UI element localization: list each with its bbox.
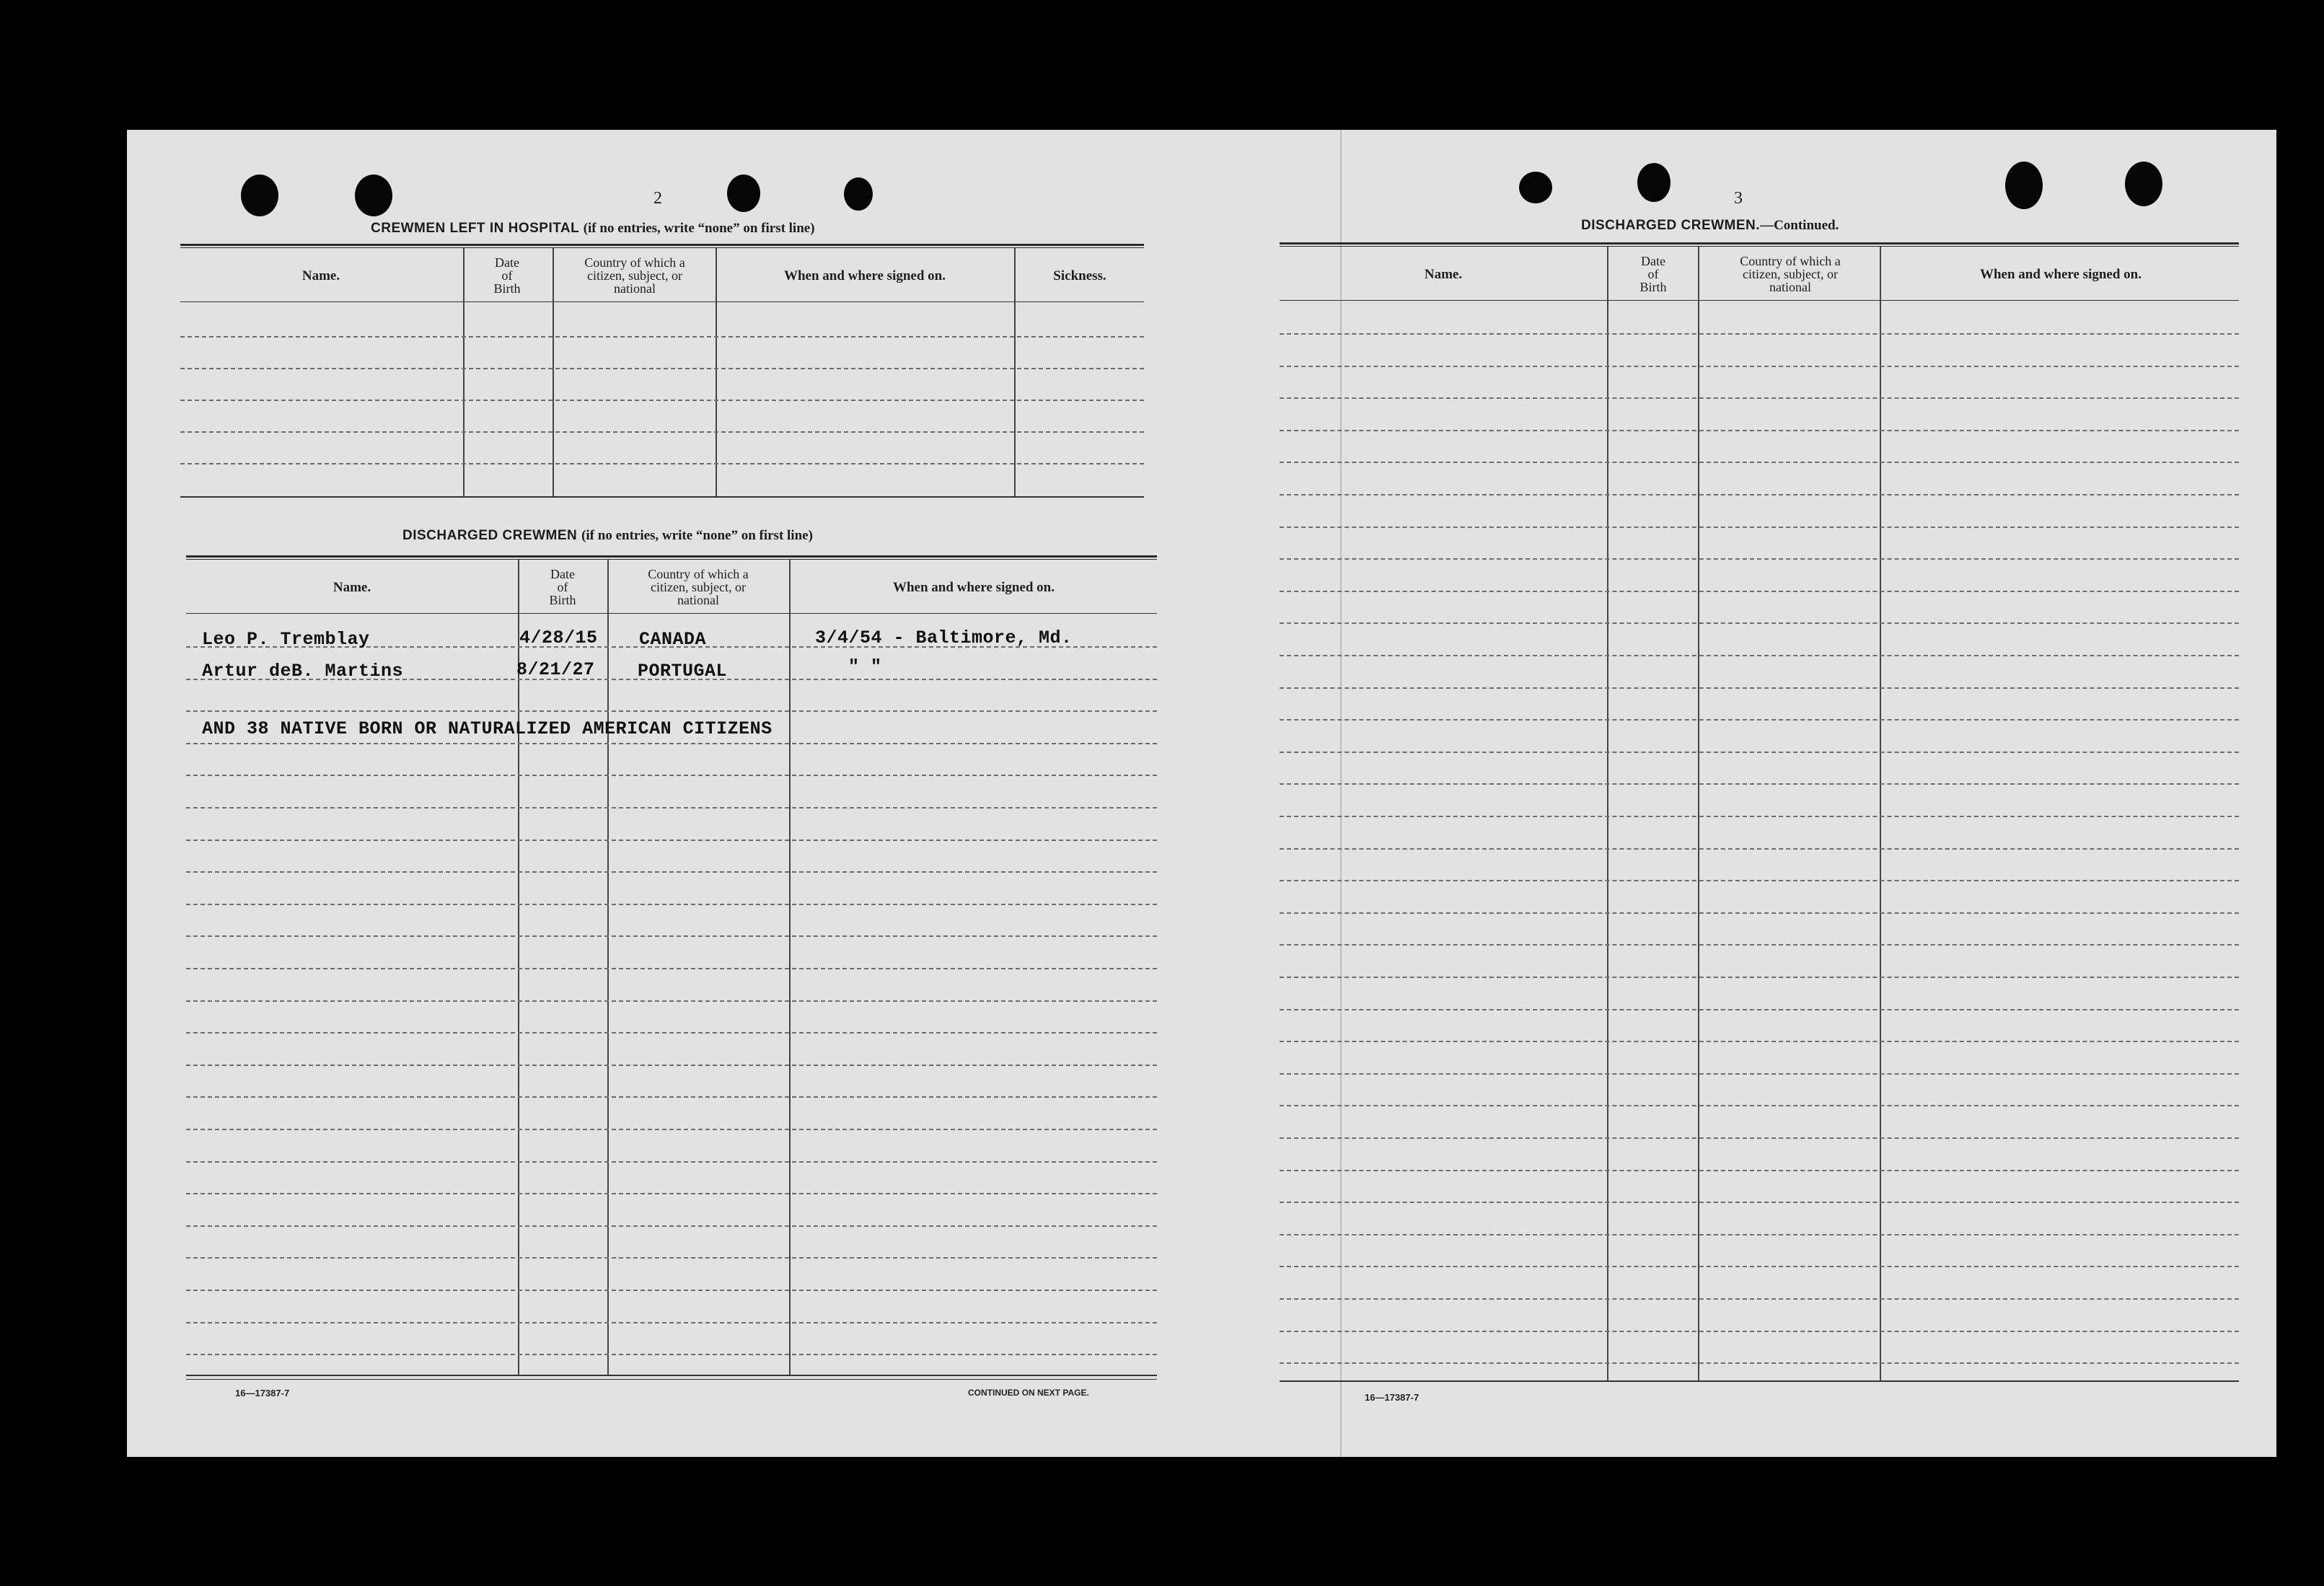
table-row bbox=[1280, 591, 2239, 592]
table-row bbox=[186, 904, 1157, 905]
table-row bbox=[1280, 1073, 2239, 1075]
hospital-table bbox=[180, 244, 1144, 501]
header-country: Country of which a citizen, subject, or national bbox=[584, 255, 685, 296]
column-divider bbox=[1698, 247, 1699, 1380]
header-bottom-rule bbox=[186, 613, 1157, 614]
table-row bbox=[1280, 1137, 2239, 1139]
table-row bbox=[1280, 977, 2239, 978]
column-divider bbox=[553, 248, 554, 498]
table-row bbox=[180, 463, 1144, 464]
section-instruction: (if no entries, write “none” on first line) bbox=[581, 528, 813, 543]
table-row bbox=[1280, 366, 2239, 367]
table-row bbox=[186, 710, 1157, 712]
entry-signed-on: " " bbox=[848, 656, 882, 677]
column-divider bbox=[1014, 248, 1016, 498]
table-top-rule bbox=[1280, 242, 2239, 244]
table-row bbox=[1280, 494, 2239, 495]
column-divider bbox=[789, 560, 791, 1375]
table-row bbox=[1280, 944, 2239, 946]
table-row bbox=[1280, 397, 2239, 399]
table-row bbox=[1280, 527, 2239, 528]
table-top-rule bbox=[180, 244, 1144, 246]
table-top-rule bbox=[1280, 246, 2239, 247]
table-bottom-rule bbox=[1280, 1380, 2239, 1382]
table-row bbox=[186, 1354, 1157, 1355]
table-row bbox=[186, 840, 1157, 841]
table-row bbox=[186, 1161, 1157, 1163]
table-row bbox=[186, 807, 1157, 809]
header-name: Name. bbox=[1424, 266, 1463, 282]
table-row bbox=[186, 968, 1157, 969]
table-row bbox=[1280, 462, 2239, 463]
header-signed-on: When and where signed on. bbox=[783, 268, 946, 283]
header-country: Country of which a citizen, subject, or national bbox=[648, 567, 749, 607]
continued-note: CONTINUED ON NEXT PAGE. bbox=[968, 1388, 1089, 1398]
right-page bbox=[1342, 130, 2276, 1457]
column-divider bbox=[463, 248, 465, 498]
table-row bbox=[180, 336, 1144, 338]
table-row bbox=[186, 1129, 1157, 1130]
page-number: 3 bbox=[1734, 189, 1743, 208]
entry-signed-on: 3/4/54 - Baltimore, Md. bbox=[815, 627, 1073, 648]
table-top-rule bbox=[180, 247, 1144, 248]
header-date-of-birth: Date of Birth bbox=[1639, 254, 1667, 294]
table-row bbox=[186, 1096, 1157, 1098]
table-row bbox=[1280, 687, 2239, 689]
table-row bbox=[1280, 912, 2239, 914]
section-title-text: CREWMEN LEFT IN HOSPITAL bbox=[371, 221, 579, 236]
table-row bbox=[186, 871, 1157, 873]
table-row bbox=[1280, 430, 2239, 431]
table-row bbox=[1280, 880, 2239, 881]
table-row bbox=[186, 1065, 1157, 1066]
table-top-rule bbox=[186, 555, 1157, 558]
header-signed-on: When and where signed on. bbox=[1979, 266, 2142, 282]
section-title-text: DISCHARGED CREWMEN. bbox=[1581, 218, 1761, 233]
column-divider bbox=[1607, 247, 1608, 1380]
discharged-continued-title bbox=[1581, 218, 1839, 234]
table-row bbox=[1280, 1170, 2239, 1171]
entry-name: Artur deB. Martins bbox=[202, 661, 404, 682]
document-sheet bbox=[127, 130, 2276, 1457]
table-row bbox=[1280, 333, 2239, 335]
table-row bbox=[180, 400, 1144, 401]
table-row bbox=[1280, 719, 2239, 721]
column-divider bbox=[607, 560, 609, 1375]
table-row bbox=[1280, 752, 2239, 753]
table-row bbox=[186, 1032, 1157, 1034]
table-bottom-rule bbox=[180, 496, 1144, 498]
table-row bbox=[186, 1225, 1157, 1227]
table-row bbox=[1280, 783, 2239, 785]
header-name: Name. bbox=[301, 268, 340, 283]
table-row bbox=[1280, 622, 2239, 624]
header-bottom-rule bbox=[180, 301, 1144, 302]
entry-dob: 4/28/15 bbox=[519, 627, 598, 648]
header-bottom-rule bbox=[1280, 300, 2239, 301]
entry-country: CANADA bbox=[639, 629, 707, 650]
entry-country: PORTUGAL bbox=[638, 661, 728, 682]
table-row bbox=[1280, 1009, 2239, 1010]
table-row bbox=[1280, 1266, 2239, 1267]
header-date-of-birth: Date of Birth bbox=[549, 567, 576, 607]
discharged-section-title bbox=[402, 528, 813, 544]
header-country: Country of which a citizen, subject, or national bbox=[1740, 254, 1841, 294]
table-bottom-rule bbox=[186, 1375, 1157, 1376]
column-divider bbox=[1880, 247, 1881, 1380]
table-bottom-rule bbox=[186, 1379, 1157, 1380]
table-row bbox=[186, 1193, 1157, 1194]
hospital-section-title bbox=[371, 221, 815, 237]
discharged-table-right bbox=[1280, 242, 2239, 1382]
table-row bbox=[186, 935, 1157, 937]
table-row bbox=[1280, 848, 2239, 850]
table-row bbox=[186, 743, 1157, 744]
table-row bbox=[1280, 1105, 2239, 1106]
header-signed-on: When and where signed on. bbox=[892, 579, 1055, 595]
table-row bbox=[1280, 1234, 2239, 1235]
table-row bbox=[1280, 816, 2239, 817]
table-row bbox=[1280, 1331, 2239, 1332]
citizens-note: AND 38 NATIVE BORN OR NATURALIZED AMERICAN CITIZENS bbox=[202, 718, 773, 739]
table-row bbox=[186, 1322, 1157, 1323]
table-row bbox=[186, 775, 1157, 776]
form-number: 16—17387-7 bbox=[235, 1388, 290, 1398]
table-row bbox=[1280, 1298, 2239, 1300]
section-title-text: DISCHARGED CREWMEN bbox=[402, 528, 578, 543]
table-row bbox=[186, 1290, 1157, 1291]
entry-name: Leo P. Tremblay bbox=[202, 629, 370, 650]
header-name: Name. bbox=[333, 579, 371, 595]
page-number: 2 bbox=[653, 189, 662, 208]
table-row bbox=[186, 1257, 1157, 1259]
table-row bbox=[1280, 558, 2239, 560]
table-row bbox=[1280, 655, 2239, 656]
table-row bbox=[1280, 1041, 2239, 1042]
header-sickness: Sickness. bbox=[1053, 268, 1106, 283]
column-divider bbox=[716, 248, 717, 498]
column-divider bbox=[518, 560, 519, 1375]
header-date-of-birth: Date of Birth bbox=[493, 255, 521, 296]
section-instruction: (if no entries, write “none” on first line) bbox=[583, 221, 815, 236]
continued-label: —Continued. bbox=[1760, 218, 1839, 233]
entry-dob: 8/21/27 bbox=[516, 659, 595, 680]
table-row bbox=[1280, 1362, 2239, 1364]
table-top-rule bbox=[186, 559, 1157, 560]
left-page bbox=[127, 130, 1340, 1457]
form-number: 16—17387-7 bbox=[1365, 1392, 1420, 1403]
table-row bbox=[186, 1000, 1157, 1002]
table-row bbox=[180, 431, 1144, 433]
table-row bbox=[180, 368, 1144, 369]
table-row bbox=[1280, 1202, 2239, 1203]
